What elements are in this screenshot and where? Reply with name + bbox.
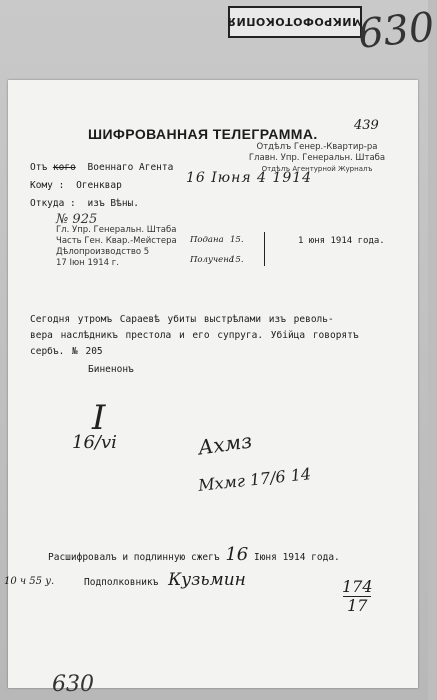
filed-label: Подана [190, 235, 224, 245]
transmission-times [190, 230, 244, 270]
handwritten-signature-mark: Ахмз [196, 428, 254, 460]
filed-value: 15. [230, 235, 244, 245]
body-line: Сегодня утромъ Сараевѣ убиты выстрѣлами изъ револь- [30, 314, 334, 325]
colonel-label: Подполковникъ [84, 577, 159, 588]
document-number: 439 [354, 118, 379, 133]
reg-stamp-line: Гл. Упр. Генеральн. Штаба [56, 225, 177, 235]
handwritten-number-top: 630 [355, 4, 437, 58]
margin-time-note: 10 ч 55 у. [4, 576, 55, 587]
reg-stamp-line: 17 Іюн 1914 г. [56, 258, 119, 268]
handwritten-initials-mark: 16/vi [72, 432, 117, 453]
handwritten-date: 16 Іюня 4 1914 [186, 170, 313, 186]
telegram-sheet [4, 80, 418, 688]
times-bracket [264, 232, 269, 266]
telegram-title: ШИФРОВАННАЯ ТЕЛЕГРАММА. [88, 126, 318, 142]
registration-number: № 925 [56, 212, 98, 227]
reg-stamp-line: Часть Ген. Квар.-Мейстера [56, 236, 177, 246]
origin-label: Откуда : [30, 198, 76, 209]
dept-stamp-line: Отдѣлъ Генер.-Квартир-ра [256, 142, 378, 152]
reg-stamp-line: Дѣлопроизводство 5 [56, 247, 150, 257]
page-note-top: 174 [342, 577, 373, 596]
signer-name: Биненонъ [88, 364, 134, 375]
colonel-line [84, 570, 246, 590]
from-label: Отъ [30, 162, 48, 173]
colonel-signature: Кузьмин [168, 570, 246, 590]
from-row [30, 162, 173, 173]
decoded-suffix: Іюня 1914 года. [253, 552, 340, 563]
to-label: Кому : [30, 180, 65, 191]
origin-value: изъ Вѣны. [87, 198, 139, 209]
from-struck-word: кого [52, 162, 76, 173]
page-note-bottom: 17 [347, 596, 368, 615]
transmission-date: 1 юня 1914 года. [298, 236, 385, 246]
body-line: сербъ. № 205 [30, 346, 103, 357]
archive-stamp: МИКРОФОТОКОПИЯ [228, 6, 362, 38]
dept-stamp-line: Отдѣлъ Агентурной Журналъ [261, 165, 373, 173]
handwritten-resolution-mark: I [92, 398, 106, 438]
page-note [342, 578, 373, 615]
to-value: Огенквар [76, 180, 122, 191]
decoded-line [48, 544, 340, 565]
handwritten-number-bottom: 630 [52, 672, 94, 697]
body-line: вера наслѣдникъ престола и его супруга. Убійца говорятъ [30, 330, 359, 341]
dept-stamp-line: Главн. Упр. Генеральн. Штаба [248, 153, 386, 163]
received-value: 15. [230, 255, 244, 265]
origin-row [30, 198, 139, 209]
received-label: Получена [190, 255, 234, 265]
decoded-day: 16 [225, 544, 249, 565]
telegram-body [30, 312, 410, 360]
registration-stamp [56, 214, 206, 269]
decoded-prefix: Расшифровалъ и подлинную сжегъ [48, 552, 220, 563]
from-value: Военнаго Агента [87, 162, 174, 173]
handwritten-signature-mark: Мхмг 17/6 14 [197, 464, 312, 495]
to-row [30, 180, 122, 191]
